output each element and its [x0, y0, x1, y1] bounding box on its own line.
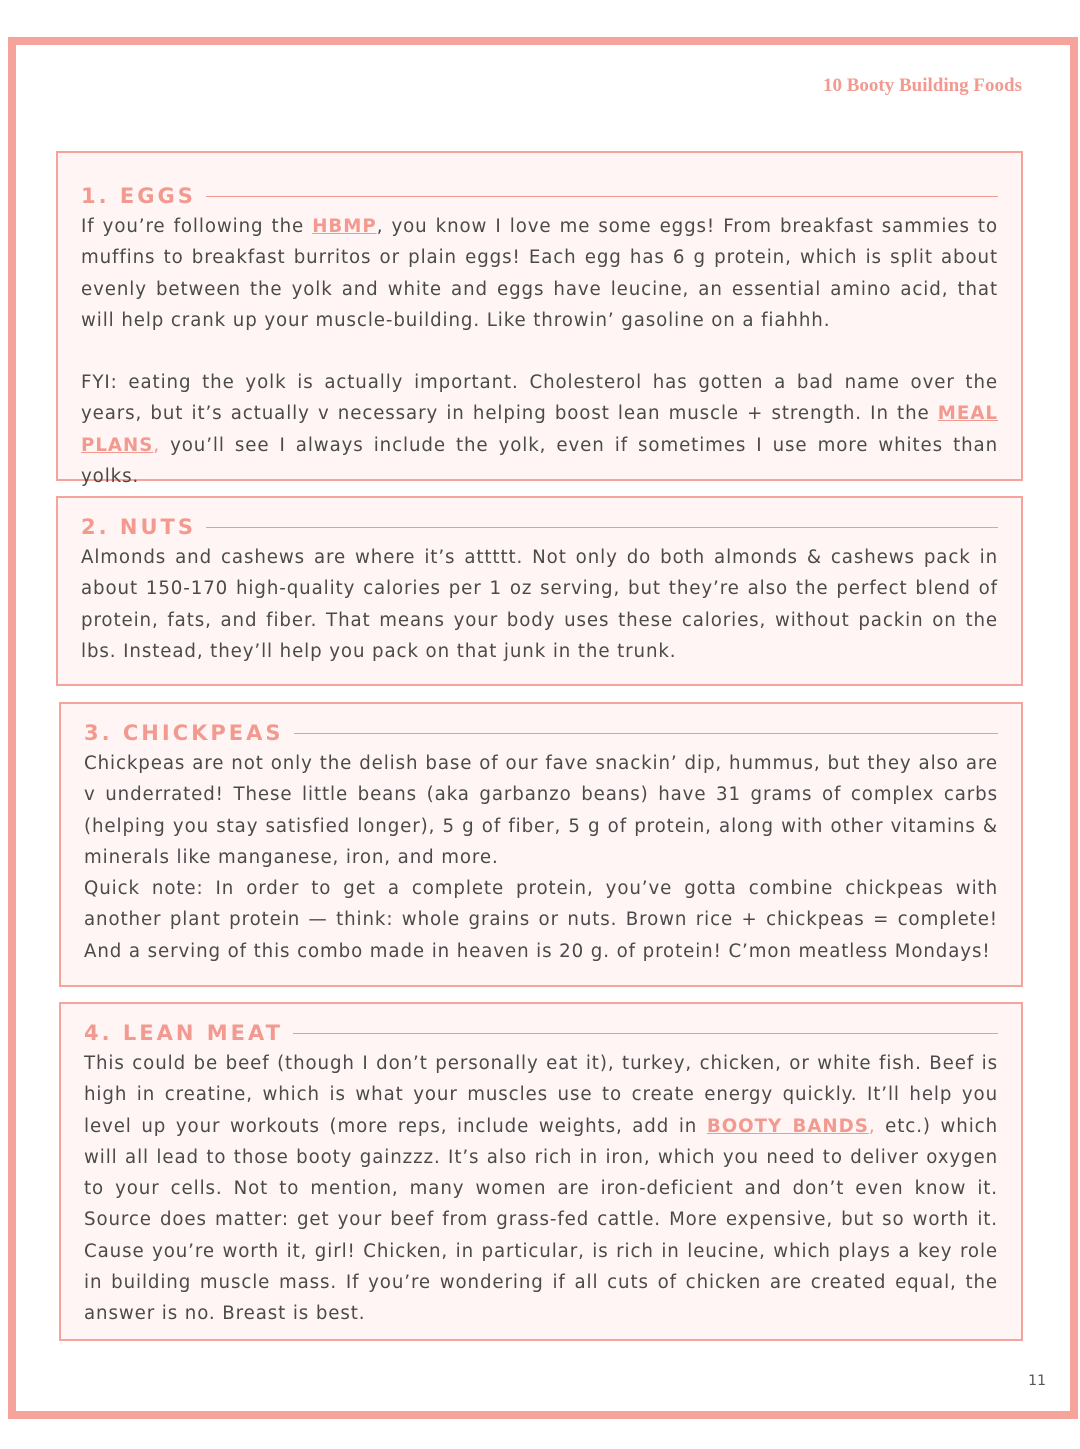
section-heading: 2. NUTS	[81, 515, 196, 539]
hbmp-link[interactable]: HBMP	[312, 216, 377, 237]
paragraph-text: If you’re following the	[81, 216, 313, 237]
section-heading-row	[84, 718, 998, 748]
paragraph: Chickpeas are not only the delish base of our fave snackin’ dip, hummus, but they also are v underrated! These little beans (aka garbanzo beans) have 31 grams of complex carbs (helping you stay satisfied longer), 5 g of fiber, 5 g of protein, along with other vitamins & minerals like manganese, iron, and more.	[84, 753, 998, 868]
section-nuts	[56, 496, 1023, 686]
section-heading: 4. LEAN MEAT	[84, 1021, 283, 1045]
paragraph: Almonds and cashews are where it’s attttt. Not only do both almonds & cashews pack in about 150-170 high-quality calories per 1 oz serving, but they’re also the perfect blend of protein, fats, and fiber. That means your body uses these calories, without packin on the lbs. Instead, they’ll help you pack on that junk in the trunk.	[81, 547, 998, 662]
meal-plans-link[interactable]: MEAL PLANS	[81, 403, 998, 456]
paragraph-text: FYI: eating the yolk is actually important. Cholesterol has gotten a bad name over the years, but it’s actually v necessary in helping boost lean muscle + strength. In the	[81, 372, 998, 425]
running-header: 10 Booty Building Foods	[822, 75, 1022, 96]
paragraph	[81, 211, 998, 336]
paragraph-text: etc.) which will all lead to those booty gainzzz. It’s also rich in iron, which you need to deliver oxygen to your cells. Not to mention, many women are iron-deficient and don’t even know it. Source does matter: get your beef from grass-fed cattle. More expensive, but so worth it. Cause you’re worth it, girl! Chicken, in particular, is rich in leucine, which plays a key role in building muscle mass. If you’re wondering if all cuts of chicken are created equal, the answer is no. Breast is best.	[84, 1115, 998, 1325]
heading-rule	[206, 196, 998, 197]
paragraph-text: This could be beef (though I don’t personally eat it), turkey, chicken, or white fish. Beef is high in creatine, which is what your muscles use to create energy quickly. It’ll help you level up your workouts (more reps, include weights, add in	[84, 1053, 998, 1137]
booty-bands-link[interactable]: BOOTY BANDS	[706, 1115, 869, 1137]
paragraph-text: you’ll see I always include the yolk, even if sometimes I use more whites than yolks.	[81, 434, 998, 488]
heading-rule	[293, 1033, 998, 1034]
section-heading-row	[84, 1018, 998, 1048]
section-heading-row	[81, 181, 998, 211]
section-eggs	[56, 151, 1023, 488]
paragraph	[81, 367, 998, 492]
section-heading: 1. EGGS	[81, 184, 196, 208]
link-comma: ,	[868, 1115, 876, 1137]
page-number: 11	[1028, 1373, 1046, 1389]
section-chickpeas	[59, 702, 1023, 987]
paragraph: Quick note: In order to get a complete protein, you’ve gotta combine chickpeas with another plant protein — think: whole grains or nuts. Brown rice + chickpeas = complete! And a serving of this combo made in heaven is 20 g. of protein! C’mon meatless Mondays!	[84, 878, 998, 962]
section-lean-meat	[59, 1002, 1023, 1341]
section-heading-row	[81, 512, 998, 542]
paragraph	[84, 1048, 998, 1330]
link-comma: ,	[153, 434, 161, 456]
heading-rule	[294, 733, 999, 734]
section-heading: 3. CHICKPEAS	[84, 721, 284, 745]
heading-rule	[206, 527, 998, 528]
paragraph-text: , you know I love me some eggs! From breakfast sammies to muffins to breakfast burritos or plain eggs! Each egg has 6 g protein, which is split about evenly between the yolk and white and eggs have leucine, an essential amino acid, that will help crank up your muscle-building. Like throwin’ gasoline on a fiahhh.	[81, 216, 998, 331]
